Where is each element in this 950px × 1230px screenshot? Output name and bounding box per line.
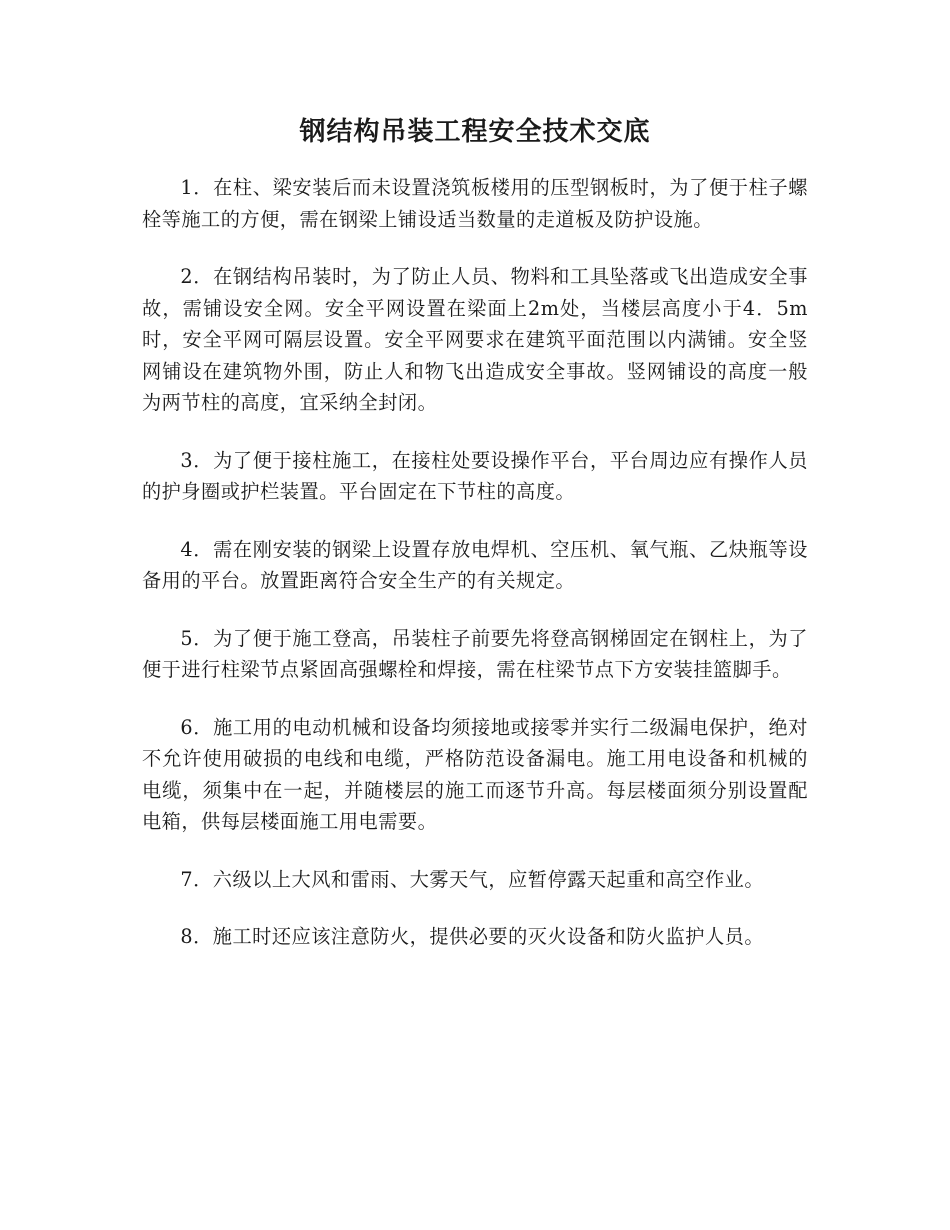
document-page xyxy=(142,110,808,979)
paragraph-4: 4．需在刚安装的钢梁上设置存放电焊机、空压机、氧气瓶、乙炔瓶等设备用的平台。放置距离符合安全生产的有关规定。 xyxy=(142,537,808,592)
paragraph-5: 5．为了便于施工登高，吊装柱子前要先将登高钢梯固定在钢柱上，为了便于进行柱梁节点紧固高强螺栓和焊接，需在柱梁节点下方安装挂篮脚手。 xyxy=(142,626,808,681)
paragraph-7: 7．六级以上大风和雷雨、大雾天气，应暂停露天起重和高空作业。 xyxy=(180,867,765,891)
document-title: 钢结构吊装工程安全技术交底 xyxy=(299,117,651,147)
paragraph-2: 2．在钢结构吊装时，为了防止人员、物料和工具坠落或飞出造成安全事故，需铺设安全网。安全平网设置在梁面上2m处，当楼层高度小于4．5m时，安全平网可隔层设置。安全平网要求在建筑平面范围以内满铺。安全竖网铺设在建筑物外围，防止人和物飞出造成安全事故。竖网铺设的高度一般为两节柱的高度，宜采纳全封闭。 xyxy=(142,265,808,414)
paragraph-6: 6．施工用的电动机械和设备均须接地或接零并实行二级漏电保护，绝对不允许使用破损的电线和电缆，严格防范设备漏电。施工用电设备和机械的电缆，须集中在一起，并随楼层的施工而逐节升高。每层楼面须分别设置配电箱，供每层楼面施工用电需要。 xyxy=(142,715,808,833)
paragraph-8: 8．施工时还应该注意防火，提供必要的灭火设备和防火监护人员。 xyxy=(180,925,765,948)
paragraph-1: 1．在柱、梁安装后而未设置浇筑板楼用的压型钢板时，为了便于柱子螺栓等施工的方便，需在钢梁上铺设适当数量的走道板及防护设施。 xyxy=(142,176,808,231)
paragraph-3: 3．为了便于接柱施工，在接柱处要设操作平台，平台周边应有操作人员的护身圈或护栏装置。平台固定在下节柱的高度。 xyxy=(142,448,808,503)
